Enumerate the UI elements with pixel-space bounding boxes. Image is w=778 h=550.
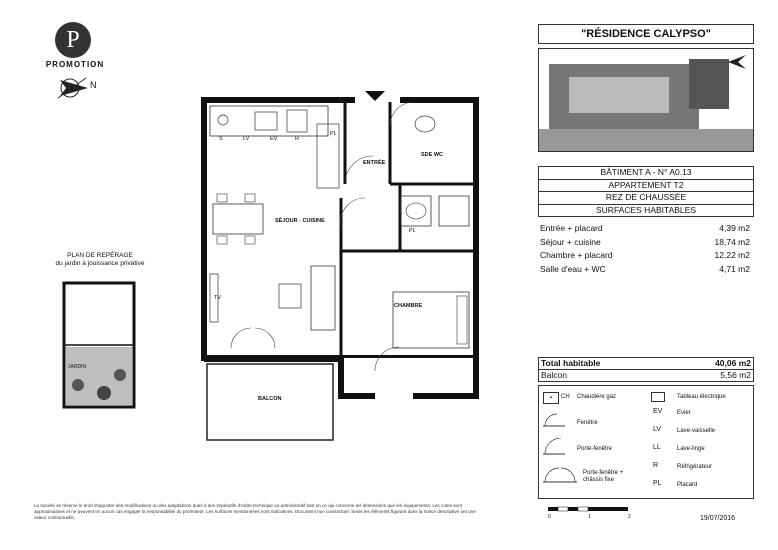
legend-box <box>538 385 754 499</box>
surface-value: 4,39 m2 <box>719 223 750 233</box>
scale-tick-1: 1 <box>588 514 591 520</box>
apartment-info-table <box>538 166 754 217</box>
surface-value: 18,74 m2 <box>714 236 750 247</box>
surface-label: Salle d'eau + WC <box>540 263 606 274</box>
boiler-icon: ▪ <box>543 392 559 404</box>
french-window-fixed-icon <box>543 462 579 484</box>
kitchen-label-lv: LV <box>243 136 250 142</box>
site-plan <box>538 48 754 152</box>
total-label: Total habitable <box>541 358 601 368</box>
legal-footnote: La société se réserve le droit d'apporter des modifications ou des adaptations dues à des impératifs d'ordre technique ou administratif tant en ce qui concerne les dimensions que les équipements. Les cotes sont approximatives et ne peuvent en aucun cas engager la responsabilité du promoteur. Les surfaces mentionnées sont indicatives. Document non contractuel. Seuls les éléments figurant dans la notice descriptive ont une valeur contractuelle. <box>34 503 476 520</box>
building-label: BÂTIMENT A - N° A0.13 <box>539 167 753 180</box>
logo-letters: P <box>66 27 80 53</box>
legend-text: Réfrigérateur <box>677 464 713 470</box>
kitchen-label-ev: EV <box>270 136 278 142</box>
surface-value: 4,71 m2 <box>719 263 750 274</box>
legend-text: Porte-fenêtre <box>577 446 613 452</box>
room-label-balcon: BALCON <box>258 396 282 402</box>
legend-text: Lave-vaisselle <box>677 428 716 434</box>
promoter-logo <box>55 22 91 58</box>
legend-code: LV <box>653 426 662 433</box>
window-icon <box>543 412 567 428</box>
kitchen-label-r: R <box>295 136 299 142</box>
apartment-label: APPARTEMENT T2 <box>539 180 753 193</box>
surface-row <box>538 222 752 236</box>
room-label-pl2: PL <box>409 228 416 234</box>
scale-tick-0: 0 <box>548 514 551 520</box>
locator-plan-subtitle: du jardin à jouissance privative <box>55 260 145 267</box>
totals-box <box>538 357 754 382</box>
surface-label: Chambre + placard <box>540 250 613 260</box>
surfaces-list <box>538 222 752 276</box>
legend-code: R <box>653 462 659 469</box>
legend-text: Evier <box>677 410 691 416</box>
room-label-sejour: SÉJOUR - CUISINE <box>275 218 325 224</box>
legend-code: CH <box>561 394 570 400</box>
room-label-tv: TV <box>214 295 222 301</box>
north-label: N <box>90 80 97 90</box>
brand-name: PROMOTION <box>45 60 105 69</box>
french-window-icon <box>543 438 567 456</box>
kitchen-label-s: S <box>219 136 223 142</box>
legend-text: Porte-fenêtre + châssis fixe <box>583 470 624 483</box>
legend-text: Tableau électrique <box>677 394 726 400</box>
legend-code: LL <box>653 444 661 451</box>
room-label-entree: ENTRÉE <box>363 160 386 166</box>
balcony-value: 5,56 m2 <box>720 370 751 380</box>
surface-value: 12,22 m2 <box>714 250 750 260</box>
room-label-pl1: PL <box>330 131 337 137</box>
balcony-label: Balcon <box>541 370 567 380</box>
legend-code: EV <box>653 408 663 415</box>
document-date: 19/07/2016 <box>700 515 736 522</box>
legend-text: Chaudière gaz <box>577 394 617 400</box>
balcony-row <box>539 369 753 381</box>
surface-row <box>538 249 752 263</box>
legend-text: Fenêtre <box>577 420 598 426</box>
residence-title: "RÉSIDENCE CALYPSO" <box>538 24 754 44</box>
surface-row <box>538 263 752 277</box>
surface-label: Entrée + placard <box>540 223 603 233</box>
electrical-panel-icon <box>651 392 665 402</box>
scale-bar <box>546 505 646 519</box>
surfaces-title: SURFACES HABITABLES <box>596 204 696 215</box>
room-label-sde-wc: SDE WC <box>421 152 443 158</box>
legend-text: Lave-linge <box>677 446 705 452</box>
total-value: 40,06 m2 <box>715 358 751 368</box>
locator-plan-title: PLAN DE REPÉRAGE <box>67 252 133 259</box>
garden-label: JARDIN <box>68 364 87 370</box>
site-plan-north-icon <box>726 52 748 72</box>
north-arrow-icon <box>56 74 106 102</box>
total-habitable-row <box>539 358 753 369</box>
room-label-chambre: CHAMBRE <box>394 303 423 309</box>
surface-row <box>538 236 752 250</box>
legend-text: Placard <box>677 482 698 488</box>
locator-plan <box>56 275 146 415</box>
surface-label: Séjour + cuisine <box>540 236 601 247</box>
floor-label: REZ DE CHAUSSÉE <box>539 192 753 205</box>
scale-tick-2: 2 <box>628 514 631 520</box>
floor-plan <box>195 86 485 446</box>
locator-plan-caption <box>40 252 160 268</box>
legend-code: PL <box>653 480 662 487</box>
